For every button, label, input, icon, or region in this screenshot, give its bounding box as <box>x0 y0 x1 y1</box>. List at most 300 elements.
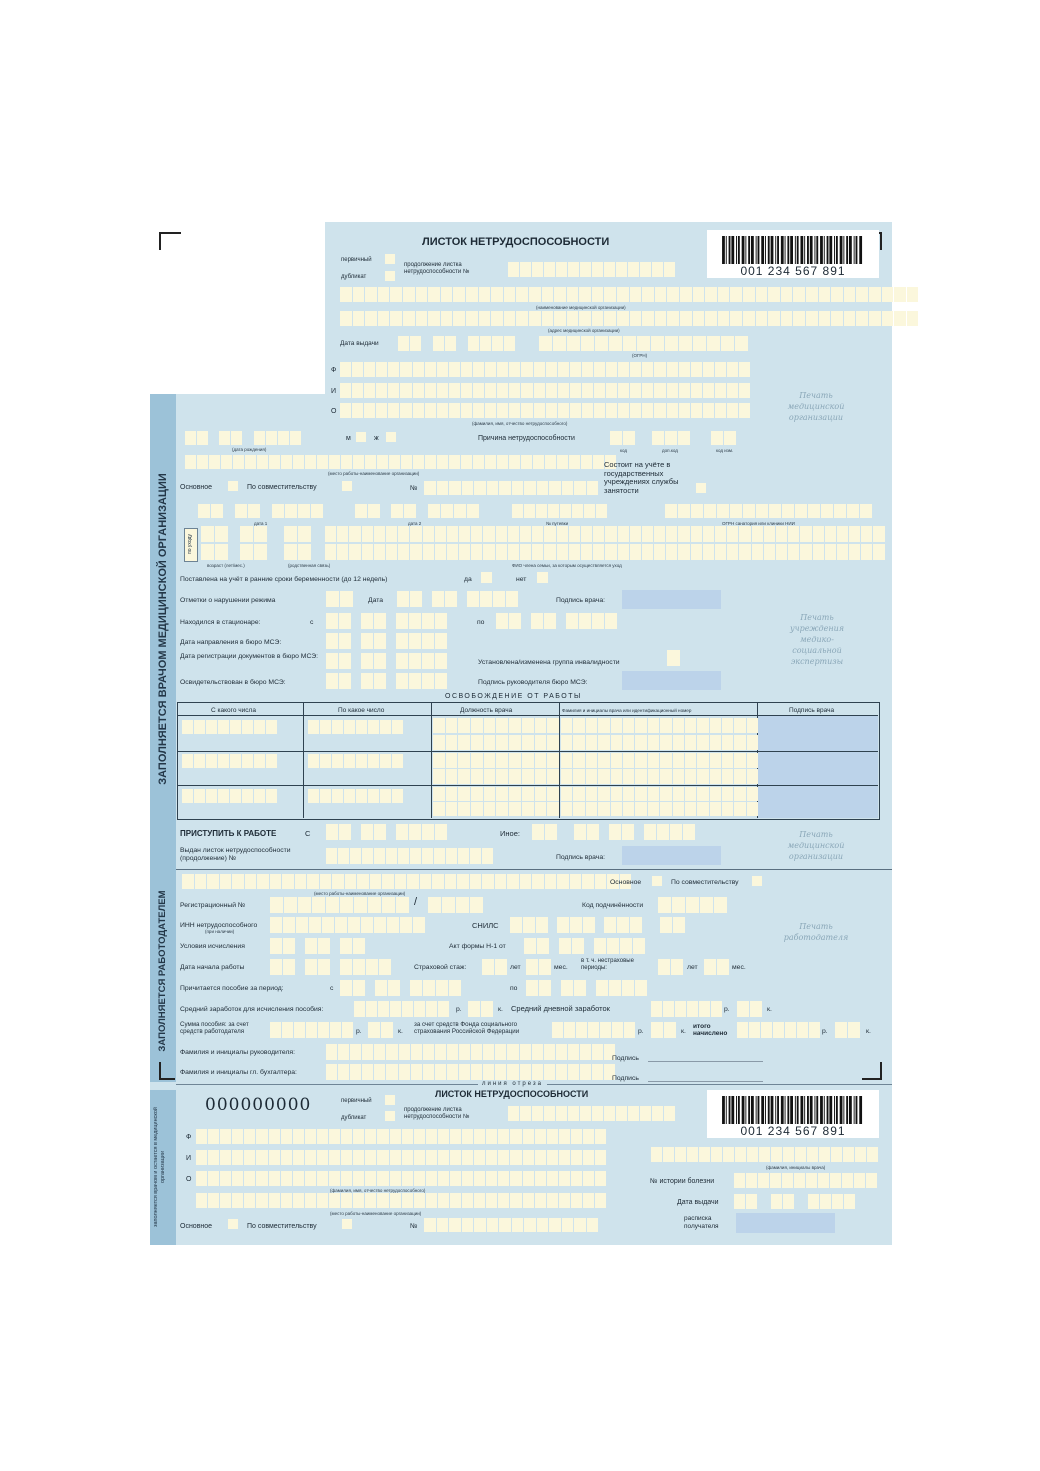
input-cell[interactable] <box>699 1147 710 1162</box>
input-cell[interactable] <box>479 311 491 326</box>
reg-number-cells-1[interactable] <box>270 897 409 913</box>
input-cell[interactable] <box>414 1129 425 1144</box>
input-cell[interactable] <box>368 754 379 768</box>
input-cell[interactable] <box>685 753 696 768</box>
input-cell[interactable] <box>185 455 196 469</box>
input-cell[interactable] <box>510 917 522 933</box>
input-cell[interactable] <box>587 481 599 495</box>
input-cell[interactable] <box>547 1193 558 1208</box>
input-cell[interactable] <box>520 526 531 542</box>
input-cell[interactable] <box>284 526 297 542</box>
date2-year-cells[interactable] <box>428 504 479 518</box>
input-cell[interactable] <box>770 1173 781 1188</box>
input-cell[interactable] <box>820 1194 831 1209</box>
input-cell[interactable] <box>329 1171 340 1186</box>
snils-cells-3[interactable] <box>604 917 642 933</box>
input-cell[interactable] <box>356 754 367 768</box>
input-cell[interactable] <box>409 613 421 629</box>
input-cell[interactable] <box>208 1193 219 1208</box>
input-cell[interactable] <box>396 633 408 649</box>
input-cell[interactable] <box>679 403 690 418</box>
input-cell[interactable] <box>580 1106 591 1121</box>
input-cell[interactable] <box>420 874 432 889</box>
input-cell[interactable] <box>293 1129 304 1144</box>
input-cell[interactable] <box>339 824 351 840</box>
input-cell[interactable] <box>808 504 820 518</box>
input-cell[interactable] <box>535 802 547 816</box>
input-cell[interactable] <box>635 769 646 784</box>
input-cell[interactable] <box>496 526 507 542</box>
input-cell[interactable] <box>734 787 745 801</box>
input-cell[interactable] <box>623 753 634 768</box>
input-cell[interactable] <box>793 287 805 302</box>
input-cell[interactable] <box>496 735 508 750</box>
input-cell[interactable] <box>534 403 545 418</box>
input-cell[interactable] <box>235 504 247 518</box>
input-cell[interactable] <box>270 897 283 913</box>
input-cell[interactable] <box>520 1106 531 1121</box>
input-cell[interactable] <box>256 1150 267 1165</box>
input-cell[interactable] <box>685 735 696 750</box>
mse-registration-year-cells[interactable] <box>396 653 447 669</box>
input-cell[interactable] <box>516 311 528 326</box>
input-cell[interactable] <box>651 1022 663 1038</box>
input-cell[interactable] <box>441 504 453 518</box>
input-cell[interactable] <box>635 787 646 801</box>
input-cell[interactable] <box>861 526 872 542</box>
input-cell[interactable] <box>461 383 472 398</box>
input-cell[interactable] <box>326 591 339 607</box>
input-cell[interactable] <box>705 311 717 326</box>
input-cell[interactable] <box>509 718 521 733</box>
input-cell[interactable] <box>352 403 363 418</box>
input-cell[interactable] <box>471 544 482 560</box>
total-cells[interactable] <box>737 1022 820 1038</box>
input-cell[interactable] <box>722 735 733 750</box>
input-cell[interactable] <box>679 362 690 377</box>
input-cell[interactable] <box>660 735 671 750</box>
input-cell[interactable] <box>704 504 716 518</box>
input-cell[interactable] <box>532 874 544 889</box>
input-cell[interactable] <box>380 754 391 768</box>
input-cell[interactable] <box>266 754 277 768</box>
continuation-number-cells[interactable] <box>508 262 675 277</box>
input-cell[interactable] <box>561 753 572 768</box>
mse-head-signature-field[interactable] <box>622 671 721 690</box>
avg-daily-kop-cells[interactable] <box>737 1001 762 1017</box>
input-cell[interactable] <box>362 526 373 542</box>
input-cell[interactable] <box>873 526 884 542</box>
input-cell[interactable] <box>663 1001 674 1017</box>
input-cell[interactable] <box>326 633 338 649</box>
input-cell[interactable] <box>435 824 447 840</box>
input-cell[interactable] <box>447 1064 458 1080</box>
input-cell[interactable] <box>718 287 730 302</box>
input-cell[interactable] <box>568 1044 579 1060</box>
input-cell[interactable] <box>710 718 721 733</box>
input-cell[interactable] <box>386 1044 397 1060</box>
input-cell[interactable] <box>747 1147 758 1162</box>
input-cell[interactable] <box>604 917 616 933</box>
input-cell[interactable] <box>281 1150 292 1165</box>
release-row1-position-cells[interactable] <box>433 718 559 733</box>
input-cell[interactable] <box>687 1001 698 1017</box>
input-cell[interactable] <box>680 287 692 302</box>
input-cell[interactable] <box>353 1171 364 1186</box>
input-cell[interactable] <box>806 1173 817 1188</box>
input-cell[interactable] <box>691 544 702 560</box>
reason-code-cells[interactable] <box>610 431 635 445</box>
registered-checkbox[interactable] <box>696 483 706 493</box>
input-cell[interactable] <box>377 1150 388 1165</box>
input-cell[interactable] <box>785 1022 796 1038</box>
input-cell[interactable] <box>737 1022 748 1038</box>
input-cell[interactable] <box>254 526 267 542</box>
input-cell[interactable] <box>487 1218 499 1232</box>
input-cell[interactable] <box>507 1044 518 1060</box>
input-cell[interactable] <box>697 802 708 816</box>
input-cell[interactable] <box>739 526 750 542</box>
input-cell[interactable] <box>425 383 436 398</box>
input-cell[interactable] <box>574 824 586 840</box>
input-cell[interactable] <box>428 504 440 518</box>
input-cell[interactable] <box>583 1193 594 1208</box>
input-cell[interactable] <box>269 455 280 469</box>
input-cell[interactable] <box>474 1150 485 1165</box>
input-cell[interactable] <box>808 1194 819 1209</box>
input-cell[interactable] <box>623 802 634 816</box>
input-cell[interactable] <box>461 362 472 377</box>
employer-part-time-checkbox[interactable] <box>752 876 762 886</box>
input-cell[interactable] <box>344 754 355 768</box>
input-cell[interactable] <box>667 383 678 398</box>
input-cell[interactable] <box>509 362 520 377</box>
input-cell[interactable] <box>374 526 385 542</box>
job-number-cells[interactable] <box>424 481 598 495</box>
input-cell[interactable] <box>374 1064 385 1080</box>
input-cell[interactable] <box>571 1150 582 1165</box>
input-cell[interactable] <box>795 1147 806 1162</box>
input-cell[interactable] <box>320 789 331 803</box>
input-cell[interactable] <box>522 802 534 816</box>
input-cell[interactable] <box>437 455 448 469</box>
input-cell[interactable] <box>667 362 678 377</box>
input-cell[interactable] <box>376 403 387 418</box>
input-cell[interactable] <box>800 526 811 542</box>
input-cell[interactable] <box>326 1044 337 1060</box>
input-cell[interactable] <box>598 718 609 733</box>
input-cell[interactable] <box>535 718 547 733</box>
input-cell[interactable] <box>825 544 836 560</box>
input-cell[interactable] <box>374 824 386 840</box>
input-cell[interactable] <box>752 544 763 560</box>
input-cell[interactable] <box>576 1022 587 1038</box>
input-cell[interactable] <box>609 336 622 351</box>
input-cell[interactable] <box>182 874 194 889</box>
input-cell[interactable] <box>623 787 634 801</box>
avg-earnings-kop-cells[interactable] <box>468 1001 493 1017</box>
input-cell[interactable] <box>866 1173 877 1188</box>
input-cell[interactable] <box>630 403 641 418</box>
input-cell[interactable] <box>365 287 377 302</box>
input-cell[interactable] <box>685 787 696 801</box>
input-cell[interactable] <box>571 1171 582 1186</box>
input-cell[interactable] <box>461 403 472 418</box>
input-cell[interactable] <box>339 613 351 629</box>
input-cell[interactable] <box>547 735 559 750</box>
input-cell[interactable] <box>660 802 671 816</box>
input-cell[interactable] <box>442 897 455 913</box>
input-cell[interactable] <box>376 362 387 377</box>
input-cell[interactable] <box>623 735 634 750</box>
input-cell[interactable] <box>390 311 402 326</box>
input-cell[interactable] <box>509 455 520 469</box>
input-cell[interactable] <box>776 544 787 560</box>
input-cell[interactable] <box>545 874 557 889</box>
input-cell[interactable] <box>386 544 397 560</box>
release-row1-doctor-cells-2[interactable] <box>561 735 758 750</box>
input-cell[interactable] <box>734 735 745 750</box>
input-cell[interactable] <box>595 1150 606 1165</box>
other-month-cells[interactable] <box>609 824 634 840</box>
input-cell[interactable] <box>450 1193 461 1208</box>
input-cell[interactable] <box>561 718 572 733</box>
input-cell[interactable] <box>491 311 503 326</box>
input-cell[interactable] <box>703 403 714 418</box>
input-cell[interactable] <box>622 980 634 996</box>
input-cell[interactable] <box>675 1001 686 1017</box>
input-cell[interactable] <box>568 1106 579 1121</box>
input-cell[interactable] <box>771 1147 782 1162</box>
input-cell[interactable] <box>882 287 894 302</box>
input-cell[interactable] <box>678 544 689 560</box>
input-cell[interactable] <box>660 718 671 733</box>
male-checkbox[interactable] <box>356 432 366 442</box>
input-cell[interactable] <box>693 287 705 302</box>
input-cell[interactable] <box>560 504 571 518</box>
input-cell[interactable] <box>294 1022 305 1038</box>
input-cell[interactable] <box>269 1171 280 1186</box>
input-cell[interactable] <box>618 362 629 377</box>
input-cell[interactable] <box>521 383 532 398</box>
care-age-cells[interactable] <box>201 526 228 542</box>
input-cell[interactable] <box>593 455 604 469</box>
input-cell[interactable] <box>425 403 436 418</box>
input-cell[interactable] <box>673 802 684 816</box>
input-cell[interactable] <box>568 1064 579 1080</box>
care-month-cells-2[interactable] <box>240 544 267 560</box>
input-cell[interactable] <box>481 1001 493 1017</box>
input-cell[interactable] <box>536 917 548 933</box>
input-cell[interactable] <box>435 526 446 542</box>
input-cell[interactable] <box>462 1193 473 1208</box>
input-cell[interactable] <box>349 544 360 560</box>
input-cell[interactable] <box>449 362 460 377</box>
care-family-cells[interactable] <box>325 526 885 542</box>
input-cell[interactable] <box>678 431 690 445</box>
input-cell[interactable] <box>547 787 559 801</box>
hospital-to-year-cells[interactable] <box>566 613 617 629</box>
input-cell[interactable] <box>691 383 702 398</box>
input-cell[interactable] <box>194 720 205 734</box>
input-cell[interactable] <box>368 897 381 913</box>
input-cell[interactable] <box>378 311 390 326</box>
snils-cells-2[interactable] <box>557 917 595 933</box>
input-cell[interactable] <box>220 1150 231 1165</box>
input-cell[interactable] <box>471 718 483 733</box>
input-cell[interactable] <box>673 718 684 733</box>
input-cell[interactable] <box>809 1022 820 1038</box>
input-cell[interactable] <box>793 311 805 326</box>
input-cell[interactable] <box>340 362 351 377</box>
input-cell[interactable] <box>580 1064 591 1080</box>
input-cell[interactable] <box>332 789 343 803</box>
input-cell[interactable] <box>598 769 609 784</box>
input-cell[interactable] <box>362 544 373 560</box>
input-cell[interactable] <box>438 1171 449 1186</box>
input-cell[interactable] <box>433 753 445 768</box>
input-cell[interactable] <box>196 1150 207 1165</box>
input-cell[interactable] <box>570 917 582 933</box>
input-cell[interactable] <box>366 1001 377 1017</box>
input-cell[interactable] <box>350 1064 361 1080</box>
input-cell[interactable] <box>244 1171 255 1186</box>
input-cell[interactable] <box>495 1044 506 1060</box>
input-cell[interactable] <box>665 336 678 351</box>
input-cell[interactable] <box>329 1193 340 1208</box>
input-cell[interactable] <box>272 504 284 518</box>
input-cell[interactable] <box>549 1218 561 1232</box>
input-cell[interactable] <box>410 848 421 864</box>
input-cell[interactable] <box>522 718 534 733</box>
input-cell[interactable] <box>756 287 768 302</box>
hospital-to-month-cells[interactable] <box>531 613 556 629</box>
input-cell[interactable] <box>592 1106 603 1121</box>
non-insurance-months-cells[interactable] <box>704 959 729 975</box>
input-cell[interactable] <box>582 403 593 418</box>
input-cell[interactable] <box>317 1193 328 1208</box>
care-relation-cells[interactable] <box>284 526 311 542</box>
input-cell[interactable] <box>437 383 448 398</box>
release-row1-from-cells[interactable] <box>182 720 277 734</box>
input-cell[interactable] <box>350 848 361 864</box>
input-cell[interactable] <box>470 897 483 913</box>
input-cell[interactable] <box>318 959 330 975</box>
input-cell[interactable] <box>569 455 580 469</box>
input-cell[interactable] <box>446 769 458 784</box>
input-cell[interactable] <box>673 735 684 750</box>
input-cell[interactable] <box>458 802 470 816</box>
input-cell[interactable] <box>365 1129 376 1144</box>
input-cell[interactable] <box>691 526 702 542</box>
input-cell[interactable] <box>269 1150 280 1165</box>
input-cell[interactable] <box>449 403 460 418</box>
issue-year-cells[interactable] <box>468 336 515 351</box>
input-cell[interactable] <box>606 383 617 398</box>
input-cell[interactable] <box>756 504 768 518</box>
input-cell[interactable] <box>390 1150 401 1165</box>
input-cell[interactable] <box>344 720 355 734</box>
input-cell[interactable] <box>539 959 551 975</box>
input-cell[interactable] <box>711 1147 722 1162</box>
input-cell[interactable] <box>609 824 621 840</box>
input-cell[interactable] <box>486 1129 497 1144</box>
input-cell[interactable] <box>337 544 348 560</box>
input-cell[interactable] <box>620 938 632 954</box>
input-cell[interactable] <box>270 917 282 933</box>
release-row2-to-cells[interactable] <box>308 754 403 768</box>
input-cell[interactable] <box>532 262 543 277</box>
input-cell[interactable] <box>335 917 347 933</box>
input-cell[interactable] <box>652 1106 663 1121</box>
input-cell[interactable] <box>392 754 403 768</box>
input-cell[interactable] <box>424 481 436 495</box>
input-cell[interactable] <box>495 959 507 975</box>
input-cell[interactable] <box>843 1147 854 1162</box>
input-cell[interactable] <box>201 544 214 560</box>
input-cell[interactable] <box>630 544 641 560</box>
input-cell[interactable] <box>907 287 919 302</box>
input-cell[interactable] <box>462 1171 473 1186</box>
input-cell[interactable] <box>348 917 360 933</box>
input-cell[interactable] <box>703 544 714 560</box>
input-cell[interactable] <box>426 1193 437 1208</box>
input-cell[interactable] <box>368 1022 380 1038</box>
input-cell[interactable] <box>510 1171 521 1186</box>
input-cell[interactable] <box>332 874 344 889</box>
input-cell[interactable] <box>559 1193 570 1208</box>
input-cell[interactable] <box>215 526 228 542</box>
input-cell[interactable] <box>594 362 605 377</box>
input-cell[interactable] <box>535 1150 546 1165</box>
input-cell[interactable] <box>341 1171 352 1186</box>
input-cell[interactable] <box>402 1150 413 1165</box>
input-cell[interactable] <box>474 1129 485 1144</box>
input-cell[interactable] <box>635 980 647 996</box>
input-cell[interactable] <box>353 938 365 954</box>
input-cell[interactable] <box>232 874 244 889</box>
input-cell[interactable] <box>449 455 460 469</box>
input-cell[interactable] <box>558 403 569 418</box>
input-cell[interactable] <box>414 1171 425 1186</box>
violations-code-cells[interactable] <box>326 591 353 607</box>
input-cell[interactable] <box>552 1022 563 1038</box>
input-cell[interactable] <box>734 802 745 816</box>
input-cell[interactable] <box>671 959 683 975</box>
med-org-name-cells[interactable] <box>340 287 918 302</box>
input-cell[interactable] <box>651 1147 662 1162</box>
input-cell[interactable] <box>458 718 470 733</box>
input-cell[interactable] <box>558 362 569 377</box>
input-cell[interactable] <box>567 336 580 351</box>
input-cell[interactable] <box>437 403 448 418</box>
input-cell[interactable] <box>194 754 205 768</box>
input-cell[interactable] <box>592 287 604 302</box>
input-cell[interactable] <box>718 311 730 326</box>
input-cell[interactable] <box>654 526 665 542</box>
input-cell[interactable] <box>400 403 411 418</box>
input-cell[interactable] <box>600 1022 611 1038</box>
input-cell[interactable] <box>571 1129 582 1144</box>
reason-change-code-cells[interactable] <box>711 431 736 445</box>
input-cell[interactable] <box>700 897 713 913</box>
input-cell[interactable] <box>855 1147 866 1162</box>
input-cell[interactable] <box>340 287 352 302</box>
input-cell[interactable] <box>739 544 750 560</box>
input-cell[interactable] <box>542 311 554 326</box>
input-cell[interactable] <box>467 504 479 518</box>
input-cell[interactable] <box>746 1194 757 1209</box>
